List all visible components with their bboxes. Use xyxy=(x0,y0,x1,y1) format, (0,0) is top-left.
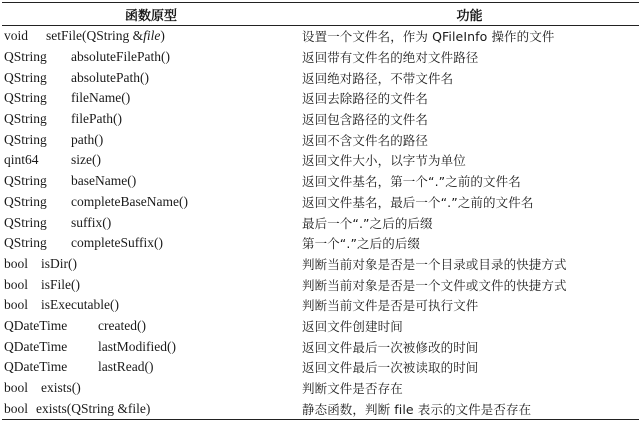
description-cell: 第一个“.”之后的后缀 xyxy=(302,236,421,252)
method-signature: absoluteFilePath() xyxy=(71,49,170,65)
table-row xyxy=(2,233,639,254)
prototype-cell xyxy=(2,235,302,251)
prototype-cell xyxy=(2,90,302,106)
return-type: QString xyxy=(4,69,47,85)
method-signature: exists() xyxy=(41,380,81,396)
prototype-cell xyxy=(2,318,302,334)
return-type: QDateTime xyxy=(4,317,68,333)
prototype-cell xyxy=(2,111,302,127)
description-cell: 返回文件大小，以字节为单位 xyxy=(302,153,466,169)
description-cell: 判断文件是否存在 xyxy=(302,381,403,397)
method-signature: path() xyxy=(71,131,104,147)
method-signature: suffix() xyxy=(71,214,112,230)
method-signature: absolutePath() xyxy=(71,69,149,85)
return-type: bool xyxy=(4,380,29,396)
description-cell: 静态函数，判断 file 表示的文件是否存在 xyxy=(302,401,532,417)
table-row xyxy=(2,316,639,337)
prototype-cell xyxy=(2,132,302,148)
prototype-cell xyxy=(2,49,302,65)
description-cell: 返回包含路径的文件名 xyxy=(302,112,429,128)
return-type: bool xyxy=(4,297,29,313)
prototype-cell xyxy=(2,277,302,293)
description-cell: 返回文件最后一次被修改的时间 xyxy=(302,339,479,355)
prototype-cell xyxy=(2,70,302,86)
method-signature: completeBaseName() xyxy=(71,193,188,209)
return-type: QString xyxy=(4,193,47,209)
table-row xyxy=(2,192,639,213)
return-type: QString xyxy=(4,131,47,147)
table-row xyxy=(2,212,639,233)
return-type: bool xyxy=(4,400,29,416)
prototype-cell xyxy=(2,173,302,189)
header-function: 功能 xyxy=(456,8,483,24)
return-type: void xyxy=(4,28,29,44)
table-row xyxy=(2,357,639,378)
method-signature: completeSuffix() xyxy=(71,235,163,251)
return-type: bool xyxy=(4,276,29,292)
method-signature: filePath() xyxy=(71,111,122,127)
table-row xyxy=(2,171,639,192)
return-type: QString xyxy=(4,49,47,65)
table-row xyxy=(2,150,639,171)
description-cell: 返回不含文件名的路径 xyxy=(302,132,429,148)
description-cell: 返回绝对路径，不带文件名 xyxy=(302,70,454,86)
description-cell: 返回文件基名，第一个“.”之前的文件名 xyxy=(302,174,521,190)
table-row xyxy=(2,129,639,150)
method-signature: isFile() xyxy=(41,276,80,292)
function-table xyxy=(2,2,639,420)
prototype-cell xyxy=(2,152,302,168)
prototype-cell xyxy=(2,297,302,313)
description-cell: 返回文件基名，最后一个“.”之前的文件名 xyxy=(302,194,534,210)
method-signature: baseName() xyxy=(71,173,137,189)
description-cell: 返回带有文件名的绝对文件路径 xyxy=(302,50,479,66)
prototype-cell xyxy=(2,194,302,210)
prototype-cell xyxy=(2,339,302,355)
table-row xyxy=(2,26,639,47)
prototype-cell xyxy=(2,359,302,375)
table-header xyxy=(2,3,639,26)
return-type: QString xyxy=(4,90,47,106)
method-signature: exists(QString &file) xyxy=(36,400,151,416)
prototype-cell xyxy=(2,380,302,396)
method-signature: lastRead() xyxy=(98,359,154,375)
method-argument: file xyxy=(143,28,161,44)
table-row xyxy=(2,378,639,399)
return-type: QString xyxy=(4,235,47,251)
method-signature: fileName() xyxy=(71,90,131,106)
description-cell: 设置一个文件名，作为 QFileInfo 操作的文件 xyxy=(302,29,555,45)
prototype-cell xyxy=(2,28,302,44)
method-signature: size() xyxy=(71,152,101,168)
return-type: QDateTime xyxy=(4,359,68,375)
method-signature: isDir() xyxy=(41,255,77,271)
description-cell: 判断当前对象是否是一个文件或文件的快捷方式 xyxy=(302,277,567,293)
return-type: QDateTime xyxy=(4,338,68,354)
prototype-cell xyxy=(2,401,302,417)
table-row xyxy=(2,109,639,130)
return-type: QString xyxy=(4,111,47,127)
method-signature: isExecutable() xyxy=(41,297,119,313)
description-cell: 返回文件创建时间 xyxy=(302,318,403,334)
description-cell: 最后一个“.”之后的后缀 xyxy=(302,215,433,231)
method-signature: setFile(QString & xyxy=(46,28,144,44)
return-type: qint64 xyxy=(4,152,39,168)
header-prototype: 函数原型 xyxy=(124,8,177,24)
method-signature-end: ) xyxy=(160,28,165,44)
table-row xyxy=(2,254,639,275)
prototype-cell xyxy=(2,256,302,272)
method-signature: created() xyxy=(98,317,146,333)
description-cell: 返回去除路径的文件名 xyxy=(302,91,429,107)
table-row xyxy=(2,398,639,419)
table-row xyxy=(2,67,639,88)
description-cell: 判断当前对象是否是一个目录或目录的快捷方式 xyxy=(302,256,567,272)
table-row xyxy=(2,47,639,68)
return-type: QString xyxy=(4,214,47,230)
table-row xyxy=(2,88,639,109)
table-row xyxy=(2,295,639,316)
return-type: QString xyxy=(4,173,47,189)
description-cell: 返回文件最后一次被读取的时间 xyxy=(302,360,479,376)
prototype-cell xyxy=(2,215,302,231)
return-type: bool xyxy=(4,255,29,271)
table-row xyxy=(2,274,639,295)
table-row xyxy=(2,336,639,357)
description-cell: 判断当前文件是否是可执行文件 xyxy=(302,298,479,314)
method-signature: lastModified() xyxy=(98,338,176,354)
